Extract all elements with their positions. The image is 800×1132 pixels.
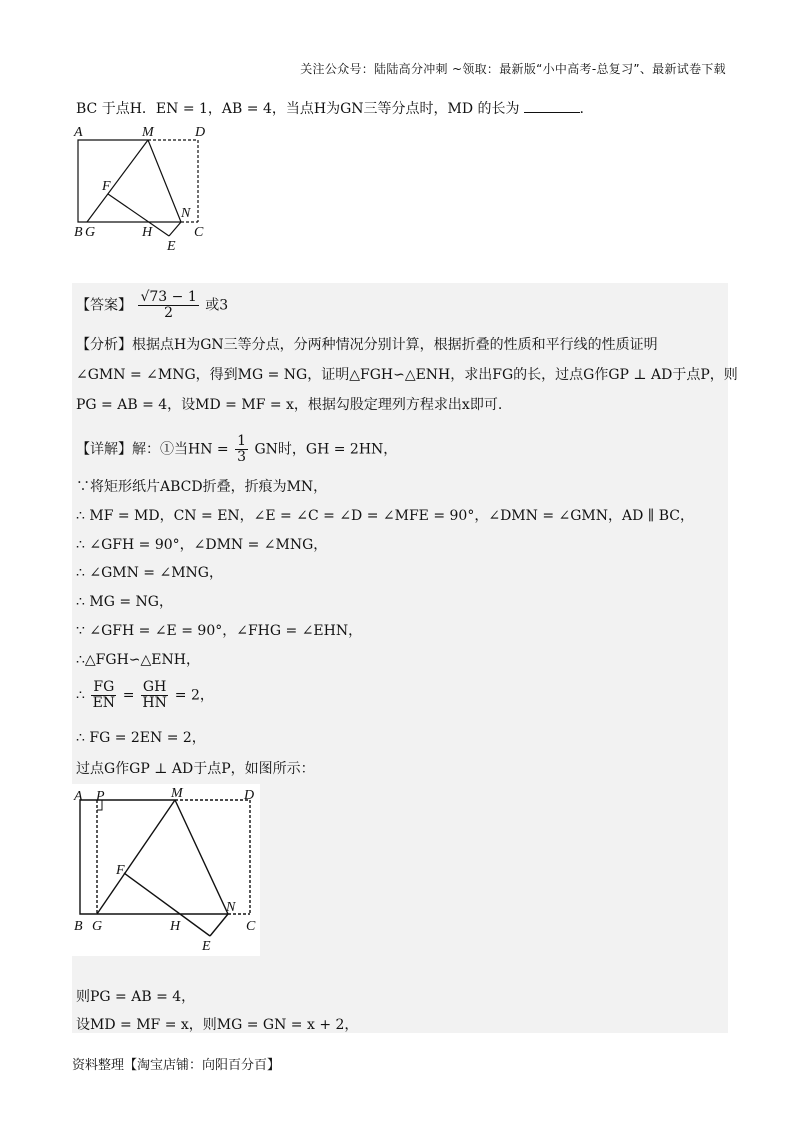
fig2-label-P: P: [96, 789, 105, 804]
detail-l8-frac-2-num: GH: [142, 679, 167, 695]
detail-intro-frac-num: 1: [237, 433, 247, 449]
fig2-label-D: D: [244, 788, 255, 803]
answer-tag: 【答案】: [76, 297, 132, 314]
detail-intro-pre: 解：①当HN =: [132, 441, 229, 458]
fig2-label-A: A: [74, 789, 83, 804]
fig1-label-N: N: [181, 206, 191, 221]
detail-l8-frac-2: [141, 680, 168, 711]
answer-line: [76, 290, 228, 321]
question-suffix: .: [579, 101, 584, 117]
fig1-label-H: H: [142, 225, 153, 240]
detail-intro-frac-den: 3: [237, 449, 247, 465]
detail-line-11: 则PG = AB = 4，: [76, 989, 196, 1005]
answer-alt: 3: [219, 297, 229, 314]
fig1-label-B: B: [74, 225, 83, 240]
detail-l8-pre: ∴: [76, 687, 85, 704]
fig2-label-E: E: [202, 939, 211, 954]
fig1-label-A: A: [74, 125, 83, 140]
fig1-label-G: G: [85, 225, 96, 240]
figure-1: [68, 124, 218, 254]
fig1-label-D: D: [195, 125, 206, 140]
detail-line-10: 过点G作GP ⊥ AD于点P，如图所示：: [76, 761, 315, 777]
question-text: BC 于点H．EN = 1，AB = 4，当点H为GN三等分点时，MD 的长为: [76, 101, 520, 117]
answer-or: 或: [205, 297, 220, 314]
detail-line-3: ∴ ∠GFH = 90°，∠DMN = ∠MNG，: [76, 537, 328, 553]
detail-line-7: ∴△FGH∽△ENH，: [76, 652, 200, 668]
fig2-label-M: M: [171, 786, 183, 801]
detail-intro-post: GN时，GH = 2HN，: [254, 441, 398, 458]
answer-frac-num: √73 − 1: [140, 289, 197, 305]
detail-line-5: ∴ MG = NG，: [76, 594, 173, 610]
analysis-line-1: [76, 336, 658, 354]
detail-line-8: [76, 680, 214, 711]
fig1-label-M: M: [142, 125, 154, 140]
detail-line-12: 设MD = MF = x，则MG = GN = x + 2，: [76, 1017, 359, 1033]
fig2-label-H: H: [170, 919, 181, 934]
footer-note: 资料整理【淘宝店铺：向阳百分百】: [72, 1058, 281, 1073]
figure-2: [70, 784, 260, 956]
analysis-line-2: ∠GMN = ∠MNG，得到MG = NG，证明△FGH∽△ENH，求出FG的长，过点G作GP ⊥ AD于点P，则: [76, 367, 738, 383]
header-note: 关注公众号：陆陆高分冲刺 ~领取：最新版“小中高考-总复习”、最新试卷下载: [300, 62, 726, 76]
detail-l8-post: = 2，: [174, 687, 214, 704]
detail-line-1: ∵将矩形纸片ABCD折叠，折痕为MN，: [76, 479, 328, 495]
fig1-label-C: C: [194, 225, 204, 240]
analysis-text-1: 根据点H为GN三等分点，分两种情况分别计算，根据折叠的性质和平行线的性质证明: [132, 337, 658, 353]
detail-l8-eq: =: [122, 687, 135, 704]
fig2-label-C: C: [246, 919, 256, 934]
detail-line-9: ∴ FG = 2EN = 2，: [76, 730, 206, 746]
detail-line-6: ∵ ∠GFH = ∠E = 90°，∠FHG = ∠EHN，: [76, 623, 363, 639]
detail-l8-frac-1-den: EN: [92, 695, 116, 711]
answer-frac-den: 2: [164, 305, 174, 321]
detail-l8-frac-1: [91, 680, 116, 711]
fig2-label-G: G: [92, 919, 103, 934]
fig1-label-E: E: [167, 239, 176, 254]
question-line: [76, 98, 584, 118]
fig2-label-B: B: [74, 919, 83, 934]
detail-tag: 【详解】: [76, 441, 132, 458]
fig2-label-F: F: [116, 863, 125, 878]
detail-intro-fraction: [235, 434, 248, 465]
fig2-label-N: N: [226, 900, 236, 915]
fig1-label-F: F: [102, 179, 111, 194]
detail-line-4: ∴ ∠GMN = ∠MNG，: [76, 565, 223, 581]
answer-blank: [524, 100, 580, 113]
detail-intro: [76, 434, 397, 465]
analysis-tag: 【分析】: [76, 337, 132, 353]
detail-l8-frac-2-den: HN: [142, 695, 167, 711]
detail-l8-frac-1-num: FG: [93, 679, 115, 695]
detail-line-2: ∴ MF = MD，CN = EN，∠E = ∠C = ∠D = ∠MFE = 90°，∠DMN = ∠GMN，AD ∥ BC，: [76, 508, 694, 524]
answer-fraction: [138, 290, 198, 321]
analysis-line-3: PG = AB = 4，设MD = MF = x，根据勾股定理列方程求出x即可.: [76, 397, 503, 413]
